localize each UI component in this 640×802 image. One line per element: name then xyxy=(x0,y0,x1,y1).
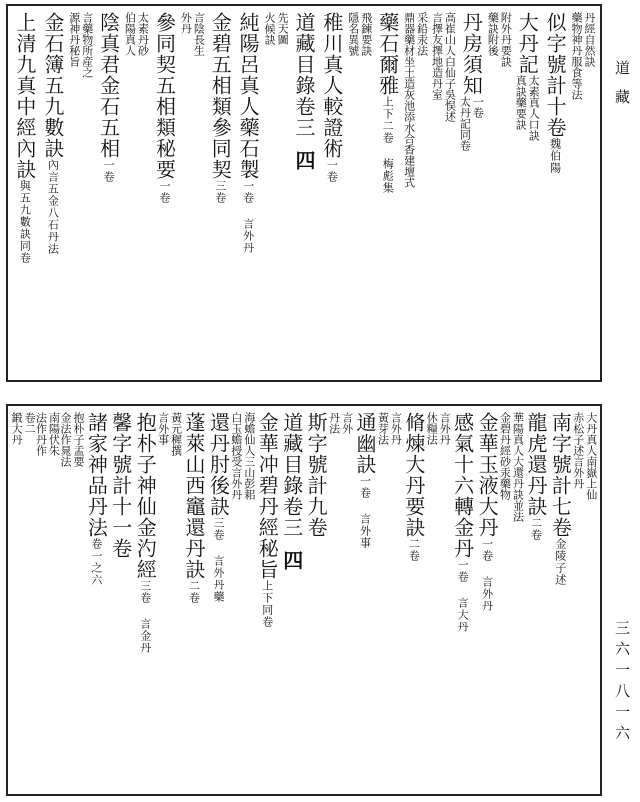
note: 一卷 言大丹 xyxy=(456,559,470,633)
text-column xyxy=(319,12,345,374)
entry-title: 南字號計七卷 xyxy=(548,412,573,538)
text-column xyxy=(486,12,512,374)
top-panel xyxy=(6,4,602,382)
page-number: 三六一八一六 xyxy=(613,620,631,746)
entry-title: 金華冲碧丹經秘旨 xyxy=(255,412,280,580)
note: 法作丹作 xyxy=(34,412,48,456)
note: 伯陽真人 xyxy=(123,12,137,56)
note: 源神丹秘旨 xyxy=(67,12,81,67)
bottom-columns xyxy=(12,412,596,788)
text-column xyxy=(183,412,205,788)
text-column xyxy=(110,412,132,788)
text-column xyxy=(179,12,205,374)
entry-title: 蓬萊山西竈還丹訣 xyxy=(182,412,207,580)
volume-label: 卷三 xyxy=(291,96,316,138)
text-column xyxy=(376,412,403,788)
text-column xyxy=(542,12,568,374)
note: 與五九數訣同卷 xyxy=(18,180,32,264)
entry-title: 參同契五相類秘要 xyxy=(152,12,177,180)
folio-mark: 四 xyxy=(291,150,316,171)
bottom-panel xyxy=(6,404,602,796)
entry-title: 陰真君金石五相 xyxy=(96,12,121,159)
note: 一卷 言外丹 xyxy=(480,538,494,612)
entry-title: 稚川真人較證術 xyxy=(319,12,344,159)
folio-mark: 四 xyxy=(279,550,304,571)
note: 金碧丹經砂汞藥物 xyxy=(498,412,512,500)
note: 言外 xyxy=(340,412,354,434)
text-column xyxy=(134,412,156,788)
entry-title: 丹房須知 xyxy=(459,12,484,96)
text-column xyxy=(10,412,37,788)
note: 魏伯陽 xyxy=(548,138,562,174)
text-column xyxy=(476,412,498,788)
running-head: 道藏目錄 xyxy=(279,412,304,496)
entry-title: 金石簿五九數訣 xyxy=(40,12,65,159)
note: 卷二 xyxy=(23,412,37,434)
text-column xyxy=(263,12,289,374)
text-column xyxy=(525,412,547,788)
text-column xyxy=(96,12,122,374)
note: 丹法 xyxy=(327,412,341,434)
text-column xyxy=(451,412,473,788)
text-column xyxy=(347,12,373,374)
note: 鼎器藥材坐土造灰池添水合香建壇式 xyxy=(402,12,416,188)
text-column xyxy=(207,12,233,374)
text-column xyxy=(571,412,598,788)
note: 金陵子述 xyxy=(553,538,567,586)
note: 內言五金八石丹法 xyxy=(46,159,60,255)
text-column xyxy=(235,12,261,374)
note: 附外丹要訣 xyxy=(499,12,513,67)
entry-title: 純陽呂真人藥石製 xyxy=(236,12,261,180)
note: 言陰長生 xyxy=(192,12,206,56)
running-head: 道藏目錄 xyxy=(291,12,316,96)
entry-title: 似字號計十卷 xyxy=(543,12,568,138)
text-column xyxy=(68,12,94,374)
text-column xyxy=(58,412,85,788)
entry-title: 馨字號計十一卷 xyxy=(108,412,133,559)
note: 言外丹 xyxy=(438,412,452,445)
entry-title: 金碧五相類參同契 xyxy=(208,12,233,180)
note: 三卷 言金丹 xyxy=(138,580,152,654)
entry-title: 脩煉大丹要訣 xyxy=(401,412,426,538)
note: 言外事 xyxy=(156,412,170,445)
text-column xyxy=(305,412,327,788)
note: 白玉蟾授 xyxy=(229,412,243,456)
note: 二卷 xyxy=(529,517,543,541)
note: 隱名異號 xyxy=(346,12,360,56)
note: 三山彭耜 xyxy=(242,456,256,500)
text-column xyxy=(256,412,278,788)
note: 黃芽法 xyxy=(376,412,390,445)
text-column xyxy=(229,412,256,788)
text-column xyxy=(549,412,571,788)
note: 采鉛汞法 xyxy=(415,12,429,56)
note: 太素丹砂 xyxy=(136,12,150,56)
note: 一卷 言外丹 xyxy=(241,180,255,254)
entry-title: 上清九真中經內訣 xyxy=(12,12,37,180)
note: 火候訣 xyxy=(263,12,277,45)
text-column xyxy=(156,412,183,788)
text-column xyxy=(498,412,525,788)
text-column xyxy=(458,12,484,374)
text-column xyxy=(375,12,401,374)
entry-title: 龍虎還丹訣 xyxy=(523,412,548,517)
note: 藥訣附後 xyxy=(486,12,500,56)
note: 一卷 xyxy=(325,159,339,183)
text-column xyxy=(403,412,425,788)
note: 南陽伏朱 xyxy=(47,412,61,456)
text-column xyxy=(327,412,354,788)
text-column xyxy=(34,412,61,788)
entry-title: 通幽訣 xyxy=(352,412,377,475)
note: 休糧法 xyxy=(425,412,439,445)
note: 上下二卷 梅彪集 xyxy=(381,96,395,194)
text-column xyxy=(152,12,178,374)
note: 言藥物所産之 xyxy=(80,12,94,78)
note: 受言外丹 xyxy=(229,456,243,500)
volume-label: 卷三 xyxy=(279,496,304,538)
note: 太丹記同卷 xyxy=(458,96,472,151)
note: 上下同卷 xyxy=(260,580,274,628)
note: 二卷 xyxy=(407,538,421,562)
note: 華陽真人大還丹訣並法 xyxy=(511,412,525,522)
note: 一卷 言外事 xyxy=(358,475,372,549)
entry-title: 還丹肘後訣 xyxy=(206,412,231,517)
entry-title: 斯字號計九卷 xyxy=(304,412,329,538)
text-column xyxy=(514,12,540,374)
entry-title: 金華玉液大丹 xyxy=(475,412,500,538)
note: 藥物神丹服食等法 xyxy=(570,12,584,100)
note: 丹經自然訣 xyxy=(583,12,597,67)
text-column xyxy=(207,412,229,788)
note: 太素真人口訣 xyxy=(527,75,541,141)
text-column xyxy=(570,12,596,374)
note: 三卷 言外丹藥 xyxy=(211,517,225,603)
note: 大丹真人南嶽上仙 xyxy=(584,412,598,500)
text-column xyxy=(124,12,150,374)
text-column xyxy=(291,12,317,374)
note: 海蟾仙人 xyxy=(242,412,256,456)
note: 一卷 xyxy=(102,159,116,183)
note: 飛鍊要訣 xyxy=(359,12,373,56)
collection-title: 道藏 xyxy=(613,60,631,118)
entry-title: 感氣十六轉金丹 xyxy=(450,412,475,559)
note: 三卷 xyxy=(213,180,227,204)
note: 言擇友擇地造丹室 xyxy=(430,12,444,100)
note: 抱朴子孟要 xyxy=(71,412,85,467)
note: 鍛大丹 xyxy=(10,412,24,445)
top-columns xyxy=(12,12,596,374)
entry-title: 藥石爾雅 xyxy=(375,12,400,96)
note: 金法作晁法 xyxy=(58,412,72,467)
note: 一卷 xyxy=(471,96,485,118)
note: 外丹 xyxy=(179,12,193,34)
text-column xyxy=(40,12,66,374)
note: 黃元穉撰 xyxy=(169,412,183,456)
entry-title: 抱朴子神仙金汋經 xyxy=(133,412,158,580)
note: 卷一之六 xyxy=(89,538,103,586)
note: 赤松子述言外丹 xyxy=(571,412,585,489)
note: 高崔山人白仙子吳悮述 xyxy=(443,12,457,122)
note: 先天圖 xyxy=(276,12,290,45)
entry-title: 大丹記 xyxy=(515,12,540,75)
note: 一卷 xyxy=(157,180,171,204)
text-column xyxy=(431,12,457,374)
note: 真訣藥要訣 xyxy=(514,75,528,130)
text-column xyxy=(403,12,429,374)
text-column xyxy=(281,412,303,788)
entry-title: 諸家神品丹法 xyxy=(84,412,109,538)
text-column xyxy=(12,12,38,374)
note: 二卷 xyxy=(187,580,201,604)
text-column xyxy=(85,412,107,788)
text-column xyxy=(425,412,452,788)
text-column xyxy=(354,412,376,788)
note: 言外丹 xyxy=(389,412,403,445)
